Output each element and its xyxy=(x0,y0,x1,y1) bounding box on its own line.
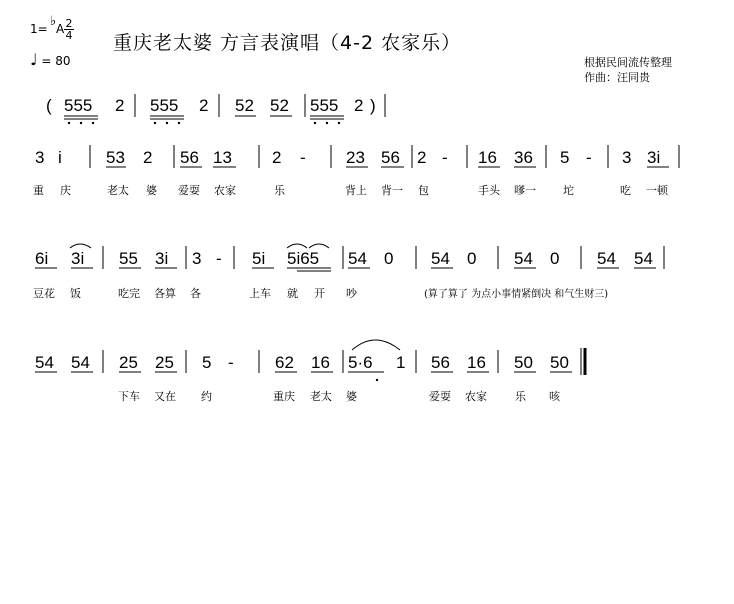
lyrics-line-3 xyxy=(118,389,561,403)
key-note: A xyxy=(56,22,65,36)
note: 5i xyxy=(252,249,266,268)
slur xyxy=(352,340,400,350)
note: 13 xyxy=(213,148,232,167)
lyric: (算了算了 为点小事情紧倒决 和气生财三) xyxy=(424,289,609,300)
note: - xyxy=(228,353,234,372)
note: 53 xyxy=(106,148,125,167)
note: 52 xyxy=(270,96,289,115)
note: - xyxy=(586,148,592,167)
note: 0 xyxy=(550,249,560,268)
time-bottom: 4 xyxy=(65,29,73,42)
key-label: 1= xyxy=(30,22,48,36)
octave-dot xyxy=(338,122,340,124)
note: ( xyxy=(46,96,52,115)
note: 2 xyxy=(272,148,282,167)
note: 52 xyxy=(235,96,254,115)
note: i xyxy=(58,148,62,167)
note: 56 xyxy=(431,353,450,372)
note: 36 xyxy=(514,148,533,167)
lyric: 坨 xyxy=(563,184,574,197)
slur xyxy=(70,244,91,248)
note: 3 xyxy=(35,148,45,167)
note: 54 xyxy=(634,249,653,268)
score-line-3 xyxy=(35,340,585,381)
note: 2 xyxy=(354,96,364,115)
octave-dot xyxy=(68,122,70,124)
lyric: 重庆 xyxy=(273,390,295,403)
lyric: 包 xyxy=(418,184,429,197)
slur xyxy=(287,244,307,248)
note: 16 xyxy=(311,353,330,372)
note: 5 xyxy=(560,148,570,167)
lyric: 就 xyxy=(287,287,298,300)
lyric: 农家 xyxy=(214,184,236,197)
lyric: 各算 xyxy=(154,287,176,300)
note: 2 xyxy=(143,148,153,167)
octave-dot xyxy=(166,122,168,124)
slur xyxy=(309,244,329,248)
lyric: 上车 xyxy=(249,287,271,300)
lyric: 背一 xyxy=(381,184,403,197)
note: - xyxy=(216,249,222,268)
lyric: 背上 xyxy=(345,184,367,197)
lyric: 爱耍 xyxy=(429,390,451,403)
lyric: 约 xyxy=(201,390,212,403)
note: 0 xyxy=(384,249,394,268)
lyrics-line-1 xyxy=(33,183,669,197)
note: ) xyxy=(370,96,376,115)
octave-dot xyxy=(154,122,156,124)
note: 16 xyxy=(478,148,497,167)
lyric: 手头 xyxy=(478,184,500,197)
note: 56 xyxy=(180,148,199,167)
flat-sign: ♭ xyxy=(50,14,57,29)
note: 0 xyxy=(467,249,477,268)
lyric: 又在 xyxy=(154,390,176,403)
note: 50 xyxy=(550,353,569,372)
note: 3 xyxy=(192,249,202,268)
note: 5i65 xyxy=(287,249,320,268)
lyric: 豆花 xyxy=(33,287,55,300)
score-line-2 xyxy=(35,244,664,271)
note: 25 xyxy=(119,353,138,372)
note: 54 xyxy=(514,249,533,268)
note: 5 xyxy=(202,353,212,372)
lyric: 老太 xyxy=(310,390,332,403)
intro-line xyxy=(46,94,385,124)
lyric: 一顿 xyxy=(646,184,668,197)
note: 3i xyxy=(155,249,169,268)
note: 54 xyxy=(71,353,90,372)
lyric: 爱耍 xyxy=(178,184,200,197)
lyric: 乐 xyxy=(515,390,526,403)
note: 54 xyxy=(431,249,450,268)
note: 5·6 xyxy=(348,353,373,372)
lyric: 吵 xyxy=(346,287,357,300)
note: 54 xyxy=(348,249,367,268)
note: 25 xyxy=(155,353,174,372)
octave-dot xyxy=(178,122,180,124)
note: 555 xyxy=(150,96,179,115)
octave-dot xyxy=(80,122,82,124)
lyric: 各 xyxy=(190,287,201,300)
lyric: 吃完 xyxy=(118,287,140,300)
note: 555 xyxy=(310,96,339,115)
note: 1 xyxy=(396,353,406,372)
note: 54 xyxy=(597,249,616,268)
lyric: 乐 xyxy=(274,184,285,197)
note: 16 xyxy=(467,353,486,372)
lyric: 饭 xyxy=(70,287,81,300)
note: 6i xyxy=(35,249,49,268)
lyric: 农家 xyxy=(465,390,487,403)
octave-dot xyxy=(314,122,316,124)
lyric: 开 xyxy=(314,287,325,300)
note: 3i xyxy=(71,249,85,268)
composer-credit: 作曲：汪同贵 xyxy=(584,71,650,84)
lyrics-line-2 xyxy=(33,286,608,300)
note: 3 xyxy=(622,148,632,167)
tempo-value: = 80 xyxy=(41,54,71,68)
lyric: 庆 xyxy=(60,184,71,197)
page-title: 重庆老太婆 方言表演唱（4-2 农家乐） xyxy=(113,32,462,54)
note: 55 xyxy=(119,249,138,268)
lyric: 婆 xyxy=(146,184,157,197)
note: 2 xyxy=(115,96,125,115)
note: - xyxy=(442,148,448,167)
note: 56 xyxy=(381,148,400,167)
lyric: 咳 xyxy=(549,390,560,403)
arranger-credit: 根据民间流传整理 xyxy=(584,56,672,69)
note: 54 xyxy=(35,353,54,372)
note: 555 xyxy=(64,96,93,115)
lyric: 老太 xyxy=(107,184,129,197)
note: - xyxy=(300,148,306,167)
octave-dot xyxy=(326,122,328,124)
time-top: 2 xyxy=(65,17,73,30)
note: 2 xyxy=(417,148,427,167)
lyric: 吃 xyxy=(620,184,631,197)
octave-dot xyxy=(92,122,94,124)
note: 50 xyxy=(514,353,533,372)
note: 62 xyxy=(275,353,294,372)
lyric: 婆 xyxy=(346,390,357,403)
note: 23 xyxy=(346,148,365,167)
octave-dot xyxy=(376,379,378,381)
quarter-note-icon: ♩ xyxy=(30,50,38,69)
lyric: 重 xyxy=(33,184,44,197)
lyric: 下车 xyxy=(118,390,140,403)
score-line-1 xyxy=(35,145,679,168)
note: 3i xyxy=(647,148,661,167)
lyric: 嗲一 xyxy=(514,184,536,197)
note: 2 xyxy=(199,96,209,115)
